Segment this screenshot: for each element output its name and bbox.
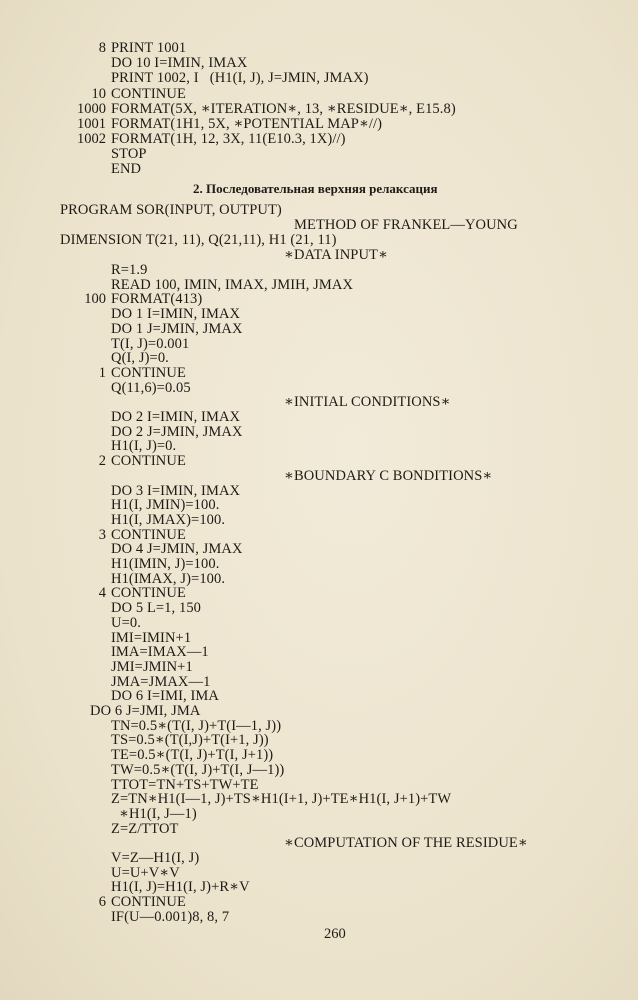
- code-line: T(I, J)=0.001: [111, 336, 190, 352]
- section-heading: 2. Последовательная верхняя релаксация: [193, 181, 438, 196]
- code-line: CONTINUE: [111, 365, 186, 381]
- code-line: JMA=JMAX—1: [111, 674, 211, 690]
- dimension-statement: DIMENSION T(21, 11), Q(21,11), H1 (21, 11): [60, 232, 337, 248]
- code-line: TS=0.5∗(T(I,J)+T(I+1, J)): [111, 732, 269, 748]
- code-line: END: [111, 161, 142, 177]
- method-comment: METHOD OF FRANKEL—YOUNG: [294, 217, 518, 233]
- code-line: Q(11,6)=0.05: [111, 380, 191, 396]
- code-line: TW=0.5∗(T(I, J)+T(I, J—1)): [111, 762, 285, 778]
- code-line: DO 4 J=JMIN, JMAX: [111, 541, 243, 557]
- code-line: Z=Z/TTOT: [111, 821, 179, 837]
- code-line: U=U+V∗V: [111, 865, 180, 881]
- code-line: IF(U—0.001)8, 8, 7: [111, 909, 230, 925]
- code-line: CONTINUE: [111, 86, 186, 102]
- statement-label: 8: [98, 40, 106, 56]
- code-line: Q(I, J)=0.: [111, 350, 169, 366]
- code-line: Z=TN∗H1(I—1, J)+TS∗H1(I+1, J)+TE∗H1(I, J+1)+TW: [111, 791, 452, 807]
- code-line: DO 10 I=IMIN, IMAX: [111, 55, 248, 71]
- code-line: DO 5 L=1, 150: [111, 600, 202, 616]
- statement-label: 1: [98, 365, 106, 381]
- comment-line: ∗BOUNDARY C BONDITIONS∗: [284, 468, 493, 484]
- data-input-comment: ∗DATA INPUT∗: [284, 247, 388, 263]
- code-line: IMA=IMAX—1: [111, 644, 209, 660]
- code-line: U=0.: [111, 615, 141, 631]
- program-statement: PROGRAM SOR(INPUT, OUTPUT): [60, 202, 282, 218]
- statement-label: 6: [98, 894, 106, 910]
- code-line: TE=0.5∗(T(I, J)+T(I, J+1)): [111, 747, 274, 763]
- code-line: DO 2 J=JMIN, JMAX: [111, 424, 243, 440]
- code-line: CONTINUE: [111, 453, 186, 469]
- statement-label: 1000: [77, 101, 106, 117]
- page-number: 260: [324, 926, 346, 942]
- code-line: DO 3 I=IMIN, IMAX: [111, 483, 241, 499]
- code-line: H1(I, JMAX)=100.: [111, 512, 226, 528]
- code-line: CONTINUE: [111, 527, 186, 543]
- code-line: ∗H1(I, J—1): [119, 806, 197, 822]
- code-line: DO 2 I=IMIN, IMAX: [111, 409, 241, 425]
- statement-label: 2: [98, 453, 106, 469]
- code-line: PRINT 1001: [111, 40, 187, 56]
- code-line: H1(IMAX, J)=100.: [111, 571, 226, 587]
- code-line: H1(I, JMIN)=100.: [111, 497, 220, 513]
- code-line: DO 6 I=IMI, IMA: [111, 688, 219, 704]
- statement-label: 1001: [77, 116, 106, 132]
- code-line: R=1.9: [111, 262, 148, 278]
- code-line: IMI=IMIN+1: [111, 630, 192, 646]
- statement-label: 3: [98, 527, 106, 543]
- comment-line: ∗INITIAL CONDITIONS∗: [284, 394, 451, 410]
- code-line: DO 6 J=JMI, JMA: [90, 703, 201, 719]
- statement-label: 100: [84, 291, 106, 307]
- statement-label: 4: [98, 585, 106, 601]
- code-line: CONTINUE: [111, 585, 186, 601]
- code-line: JMI=JMIN+1: [111, 659, 193, 675]
- code-line: DO 1 I=IMIN, IMAX: [111, 306, 241, 322]
- code-line: PRINT 1002, I (H1(I, J), J=JMIN, JMAX): [111, 70, 369, 86]
- code-line: FORMAT(413): [111, 291, 203, 307]
- code-line: TTOT=TN+TS+TW+TE: [111, 777, 259, 793]
- statement-label: 1002: [77, 131, 106, 147]
- code-line: FORMAT(1H1, 5X, ∗POTENTIAL MAP∗//): [111, 116, 383, 132]
- code-line: H1(IMIN, J)=100.: [111, 556, 220, 572]
- code-line: H1(I, J)=0.: [111, 438, 177, 454]
- code-line: V=Z—H1(I, J): [111, 850, 200, 866]
- code-line: FORMAT(5X, ∗ITERATION∗, 13, ∗RESIDUE∗, E15.8): [111, 101, 456, 117]
- code-line: TN=0.5∗(T(I, J)+T(I—1, J)): [111, 718, 282, 734]
- comment-line: ∗COMPUTATION OF THE RESIDUE∗: [284, 835, 528, 851]
- code-line: READ 100, IMIN, IMAX, JMIH, JMAX: [111, 277, 354, 293]
- statement-label: 10: [91, 86, 106, 102]
- code-line: H1(I, J)=H1(I, J)+R∗V: [111, 879, 250, 895]
- code-line: FORMAT(1H, 12, 3X, 11(E10.3, 1X)//): [111, 131, 346, 147]
- code-line: STOP: [111, 146, 147, 162]
- code-line: DO 1 J=JMIN, JMAX: [111, 321, 243, 337]
- code-line: CONTINUE: [111, 894, 186, 910]
